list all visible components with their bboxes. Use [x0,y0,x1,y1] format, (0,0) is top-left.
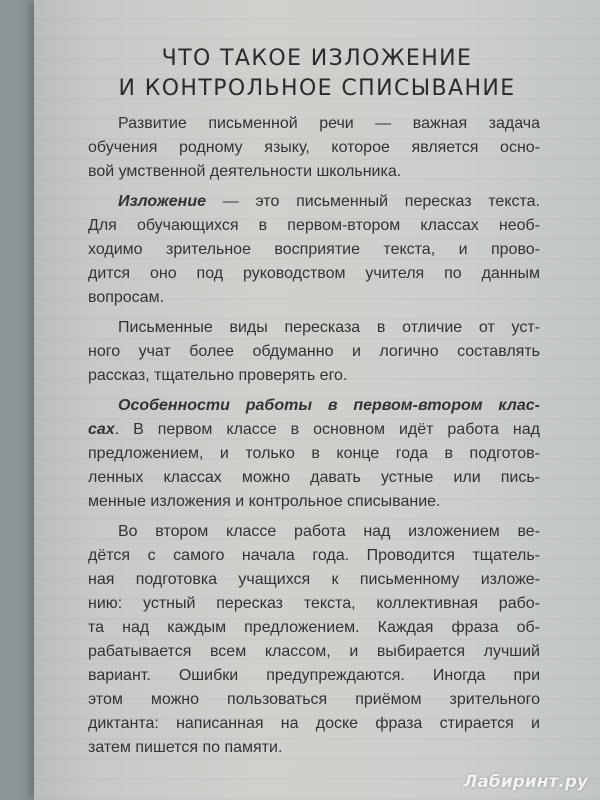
text-line: вариант. Ошибки предупреждаются. Иногда при [88,667,540,684]
text-line: дётся с самого начала года. Проводится тщатель- [88,547,540,564]
text-fragment: — это письменный пересказ текста. [206,193,540,210]
text-line: ленных классах можно давать устные или пись- [88,469,540,486]
term-osobennosti-end: сах [88,421,115,438]
text-line: ная подготовка учащихся к письменному изложе- [88,571,540,588]
text-line: вопросам. [88,289,165,306]
watermark-logo: Лабиринт.ру [463,772,588,792]
title-line-1: ЧТО ТАКОЕ ИЗЛОЖЕНИЕ [161,46,473,71]
text-line: нию: устный пересказ текста, коллективная рабо- [88,595,540,612]
text-line: затем пишется по памяти. [88,739,283,756]
text-line: Развитие письменной речи — важная задача [118,115,540,132]
text-line: обучения родному языку, которое является осно- [88,139,540,156]
text-line: ходимо зрительное восприятие текста, и прово- [88,241,540,258]
text-line: Во втором классе работа над изложением ве- [118,523,540,540]
text-line: ного учат более обдуманно и логично составлять [88,343,540,360]
text-fragment: . В первом классе в основном идёт работа над [114,421,540,438]
text-line: Для обучающихся в первом-втором классах необ- [88,217,540,234]
text-line: та над каждым предложением. Каждая фраза об- [88,619,540,636]
paragraph-3 [88,316,540,388]
text-line: диктанта: написанная на доске фраза стирается и [88,715,540,732]
text-line: вой умственной деятельности школьника. [88,163,402,180]
paragraph-5 [88,520,540,760]
text-line: рабатывается всем классом, и выбирается лучший [88,643,540,660]
page-title [34,44,600,104]
text-line [88,190,540,214]
book-page [34,0,600,800]
title-line-2: И КОНТРОЛЬНОЕ СПИСЫВАНИЕ [118,76,516,101]
body-text [88,112,540,760]
text-line: предложением, и только в конце года в подготов- [88,445,540,462]
text-line [88,394,540,418]
term-osobennosti: Особенности работы в первом-втором клас- [118,397,540,414]
text-line: этом можно пользоваться приёмом зрительного [88,691,540,708]
paragraph-2 [88,190,540,310]
text-line: дится оно под руководством учителя по данным [88,265,540,282]
text-line [88,418,540,442]
term-izlozhenie: Изложение [118,193,206,210]
text-line: менные изложения и контрольное списывание. [88,493,441,510]
paragraph-4 [88,394,540,514]
paragraph-1 [88,112,540,184]
text-line: рассказ, тщательно проверять его. [88,367,348,384]
text-line: Письменные виды пересказа в отличие от уст- [118,319,540,336]
